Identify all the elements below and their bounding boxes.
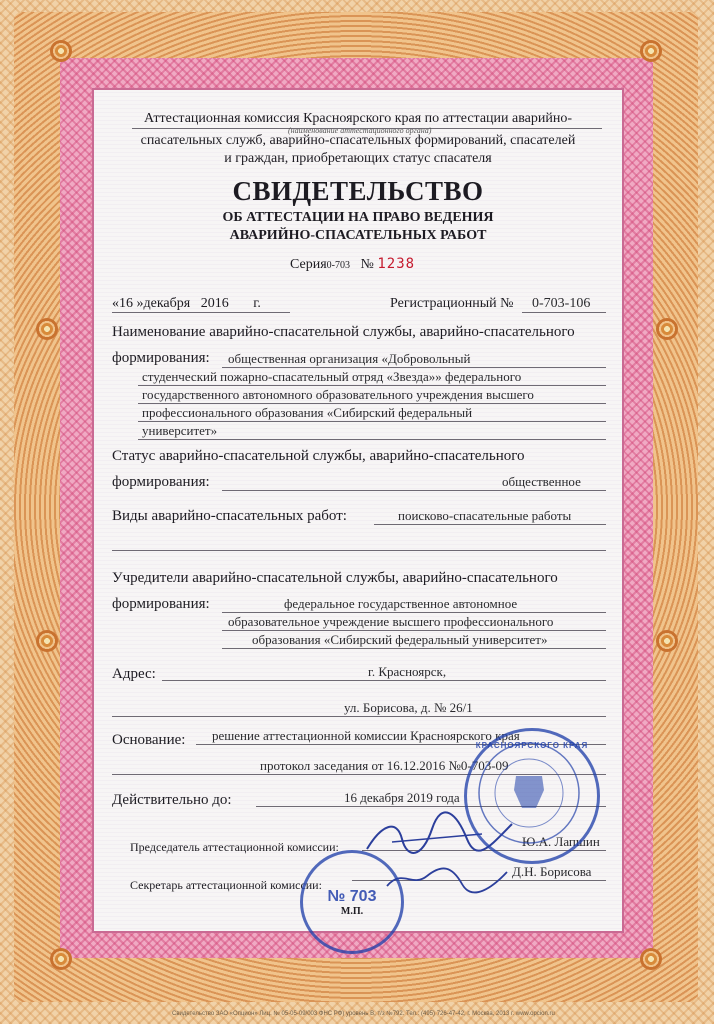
secretary-label: Секретарь аттестационной комиссии: bbox=[130, 878, 322, 892]
date-suffix: г. bbox=[253, 296, 261, 311]
address-label: Адрес: bbox=[112, 666, 156, 682]
founders-label-2: формирования: bbox=[112, 596, 210, 612]
official-stamp-small bbox=[300, 850, 404, 954]
name-label-1: Наименование аварийно-спасательной службы, аварийно-спасательного bbox=[112, 324, 575, 340]
document-subtitle-2: АВАРИЙНО-СПАСАТЕЛЬНЫХ РАБОТ bbox=[229, 228, 487, 243]
series-label: Серия bbox=[290, 257, 327, 272]
chairman-name: Ю.А. Лапшин bbox=[522, 834, 600, 849]
basis-value-line-1: решение аттестационной комиссии Красноярского края bbox=[212, 728, 520, 743]
underline bbox=[138, 403, 606, 404]
underline bbox=[112, 550, 606, 551]
underline bbox=[522, 312, 606, 313]
date-day: 16 bbox=[119, 296, 133, 311]
underline bbox=[222, 630, 606, 631]
address-street: ул. Борисова, д. № 26/1 bbox=[344, 700, 473, 715]
underline bbox=[138, 439, 606, 440]
date-open-quote: « bbox=[112, 296, 119, 311]
date-close-quote: » bbox=[136, 296, 144, 311]
registration-number: 0-703-106 bbox=[532, 296, 591, 311]
rosette-ornament bbox=[640, 948, 662, 970]
underline bbox=[222, 367, 606, 368]
rosette-ornament bbox=[656, 630, 678, 652]
series-value: 0-703 bbox=[326, 260, 350, 271]
certificate-body bbox=[92, 88, 624, 933]
stamp-ring-text: КРАСНОЯРСКОГО КРАЯ bbox=[475, 741, 589, 750]
registration-label: Регистрационный № bbox=[390, 296, 514, 311]
rosette-ornament bbox=[656, 318, 678, 340]
rosette-ornament bbox=[640, 40, 662, 62]
date-year: 2016 bbox=[200, 296, 229, 311]
underline bbox=[138, 421, 606, 422]
rosette-ornament bbox=[36, 318, 58, 340]
document-title: СВИДЕТЕЛЬСТВО bbox=[232, 176, 484, 206]
basis-label: Основание: bbox=[112, 732, 186, 748]
issue-date bbox=[112, 296, 261, 312]
document-subtitle-1: ОБ АТТЕСТАЦИИ НА ПРАВО ВЕДЕНИЯ bbox=[222, 210, 494, 225]
chairman-label: Председатель аттестационной комиссии: bbox=[130, 840, 339, 854]
valid-until-value: 16 декабря 2019 года bbox=[344, 790, 460, 805]
underline bbox=[222, 648, 606, 649]
founders-value-line-1: федеральное государственное автономное bbox=[284, 596, 518, 611]
authority-line-2: спасательных служб, аварийно-спасательных формирований, спасателей bbox=[140, 133, 576, 148]
name-label-2: формирования: bbox=[112, 350, 210, 366]
number-label: № bbox=[360, 257, 374, 272]
series-row bbox=[290, 256, 415, 273]
founders-label-1: Учредители аварийно-спасательной службы, аварийно-спасательного bbox=[112, 570, 558, 586]
certificate-number: 1238 bbox=[377, 256, 416, 272]
underline bbox=[222, 490, 606, 491]
founders-value-line-3: образования «Сибирский федеральный университет» bbox=[252, 632, 548, 647]
authority-line-1: Аттестационная комиссия Красноярского края по аттестации аварийно- bbox=[144, 111, 572, 126]
authority-line-3: и граждан, приобретающих статус спасателя bbox=[224, 151, 492, 166]
rosette-ornament bbox=[50, 40, 72, 62]
basis-value-line-2: протокол заседания от 16.12.2016 №0-703-09 bbox=[260, 758, 509, 773]
work-types-label: Виды аварийно-спасательных работ: bbox=[112, 508, 347, 524]
underline bbox=[112, 312, 290, 313]
stamp-number: № 703 bbox=[327, 887, 377, 905]
underline bbox=[222, 612, 606, 613]
secretary-name: Д.Н. Борисова bbox=[512, 864, 592, 879]
name-value-line-4: профессионального образования «Сибирский федеральный bbox=[142, 405, 473, 420]
underline bbox=[374, 524, 606, 525]
official-stamp-large bbox=[464, 728, 600, 864]
name-value-line-3: государственного автономного образовательного учреждения высшего bbox=[142, 387, 534, 402]
rosette-ornament bbox=[50, 948, 72, 970]
work-types-value: поисково-спасательные работы bbox=[398, 508, 572, 523]
rosette-ornament bbox=[36, 630, 58, 652]
underline bbox=[138, 385, 606, 386]
name-value-line-2: студенческий пожарно-спасательный отряд «Звезда»» федерального bbox=[142, 369, 522, 384]
name-value-line-1: общественная организация «Добровольный bbox=[228, 351, 471, 366]
name-value-line-5: университет» bbox=[142, 423, 218, 438]
underline bbox=[112, 716, 606, 717]
authority-note: (наименование аттестационного органа) bbox=[288, 126, 432, 135]
address-city: г. Красноярск, bbox=[368, 664, 447, 679]
status-label-2: формирования: bbox=[112, 474, 210, 490]
date-month: декабря bbox=[143, 296, 191, 311]
status-value: общественное bbox=[502, 474, 581, 489]
underline bbox=[162, 680, 606, 681]
founders-value-line-2: образовательное учреждение высшего профессионального bbox=[228, 614, 554, 629]
stamp-mp: М.П. bbox=[340, 905, 364, 917]
valid-until-label: Действительно до: bbox=[112, 792, 232, 808]
status-label-1: Статус аварийно-спасательной службы, аварийно-спасательного bbox=[112, 448, 525, 464]
printer-imprint: Свидетельство ЗАО «Опцион» Лиц. № 05-05-09/003 ФНС РФ) уровень В, т/з №792. Тел.: (495) 726-47-42, г. Москва, 2013 г. www.opcion.ru bbox=[172, 1011, 555, 1017]
